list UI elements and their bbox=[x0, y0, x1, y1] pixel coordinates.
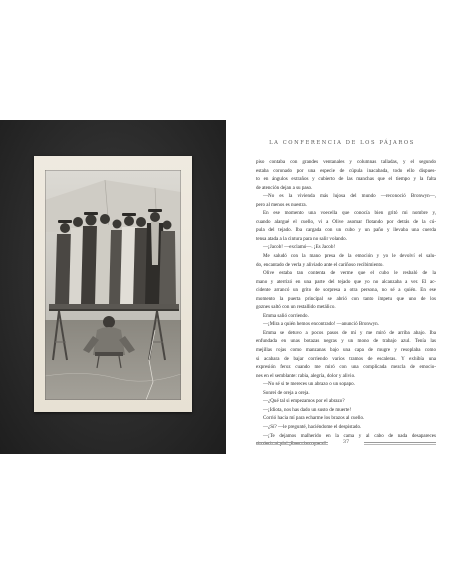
text-line: to en ángulos extraños y cubierto de las manchas que el tiempo y la falta bbox=[256, 176, 436, 183]
body-text bbox=[256, 158, 436, 449]
text-line: estaba coronado por una especie de cúpula inacabada, todo ello dispues- bbox=[256, 167, 436, 174]
text-line: —¿Sí? —le pregunté, haciéndome el despistado. bbox=[263, 423, 362, 430]
text-line: momento la puerta principal se abrió con tanto ímpetu que uno de los bbox=[256, 295, 436, 302]
text-line: —¡Jacob! —exclamó—. ¡Es Jacob! bbox=[263, 244, 336, 251]
left-page bbox=[0, 120, 226, 454]
right-page bbox=[232, 120, 452, 454]
text-line: —¡Idiota, nos has dado un susto de muerte! bbox=[263, 406, 352, 413]
vintage-photo-frame bbox=[34, 156, 192, 412]
vintage-group-photograph bbox=[45, 170, 181, 400]
text-line: tensa atada a la cintura para no salir volando. bbox=[256, 235, 347, 242]
text-line: Me saludó con la mano presa de la emoción y yo le devolví el salu- bbox=[263, 253, 436, 260]
text-line: pero al menos es nuestra. bbox=[256, 201, 307, 208]
text-line: goznes saltó con un restallido metálico. bbox=[256, 304, 336, 311]
text-line: de atención dejan a su paso. bbox=[256, 184, 313, 191]
text-line: sin decir ni pío! ¡Pues claro que sí! bbox=[256, 441, 327, 448]
text-line: cuando alargué el cuello, vi a Olive asomar flotando por detrás de la cú- bbox=[256, 218, 436, 225]
text-line: piso contaba con grandes ventanales y columnas talladas, y el segundo bbox=[256, 159, 436, 165]
running-head: LA CONFERENCIA DE LOS PÁJAROS bbox=[269, 140, 415, 146]
text-line: nes en el semblante: rabia, alegría, dolor y alivio. bbox=[256, 372, 356, 379]
text-line: mejillas rojas como manzanas bajo una capa de mugre y resoplaba como bbox=[256, 347, 436, 354]
text-line: Olive estaba tan contenta de verme que el cubo le resbaló de la bbox=[263, 270, 436, 277]
book-spread bbox=[0, 120, 452, 454]
text-line: —¡Mira a quién hemos encontrado! —anunció Bronwyn. bbox=[263, 321, 379, 328]
text-line: pula del tejado. Iba cargada con un cubo y un paño y llevaba una cuerda bbox=[256, 227, 436, 234]
text-line: Emma salió corriendo. bbox=[263, 312, 309, 319]
text-line: cidente arrancó un grito de sorpresa a otra persona, no sé a quién. En ese bbox=[256, 287, 436, 294]
text-line: mano y aterrizó en una parte del tejado que yo no alcanzaba a ver. El ac- bbox=[256, 278, 436, 285]
text-line: Sonreí de oreja a oreja. bbox=[263, 389, 310, 396]
page-number: 37 bbox=[342, 439, 350, 445]
text-line: expresión feroz cuando me miró con una complicada mezcla de emocio- bbox=[256, 364, 436, 371]
text-line: —No es la vivienda más lujosa del mundo —reconoció Bronwyn—, bbox=[263, 193, 436, 200]
text-line: Emma se detuvo a pocos pasos de mí y me miró de arriba abajo. Iba bbox=[263, 329, 436, 336]
text-line: En ese momento una voecella que conocía bien gritó mi nombre y, bbox=[263, 210, 436, 217]
text-line: Corrió hacia mí para echarme los brazos al cuello. bbox=[263, 415, 365, 422]
folio-rule-right bbox=[364, 442, 436, 443]
photo-illustration bbox=[45, 170, 181, 400]
text-line: —¡Te dejamos malherido en la cama y al cabo de nada desapareces bbox=[263, 432, 436, 439]
text-line: enfundada en unas botazas negras y un mono de trabajo azul. Tenía las bbox=[256, 338, 436, 345]
text-line: —¿Qué tal si empezamos por el abrazo? bbox=[263, 398, 345, 405]
text-line: si acabara de bajar corriendo varios tramos de escaleras. Y exhibía una bbox=[256, 355, 436, 362]
folio bbox=[256, 439, 436, 447]
text-line: do, encantado de verla y aliviado ante el cariñoso recibimiento. bbox=[256, 261, 384, 268]
text-line: —No sé si te mereces un abrazo o un sopapo. bbox=[263, 381, 355, 388]
